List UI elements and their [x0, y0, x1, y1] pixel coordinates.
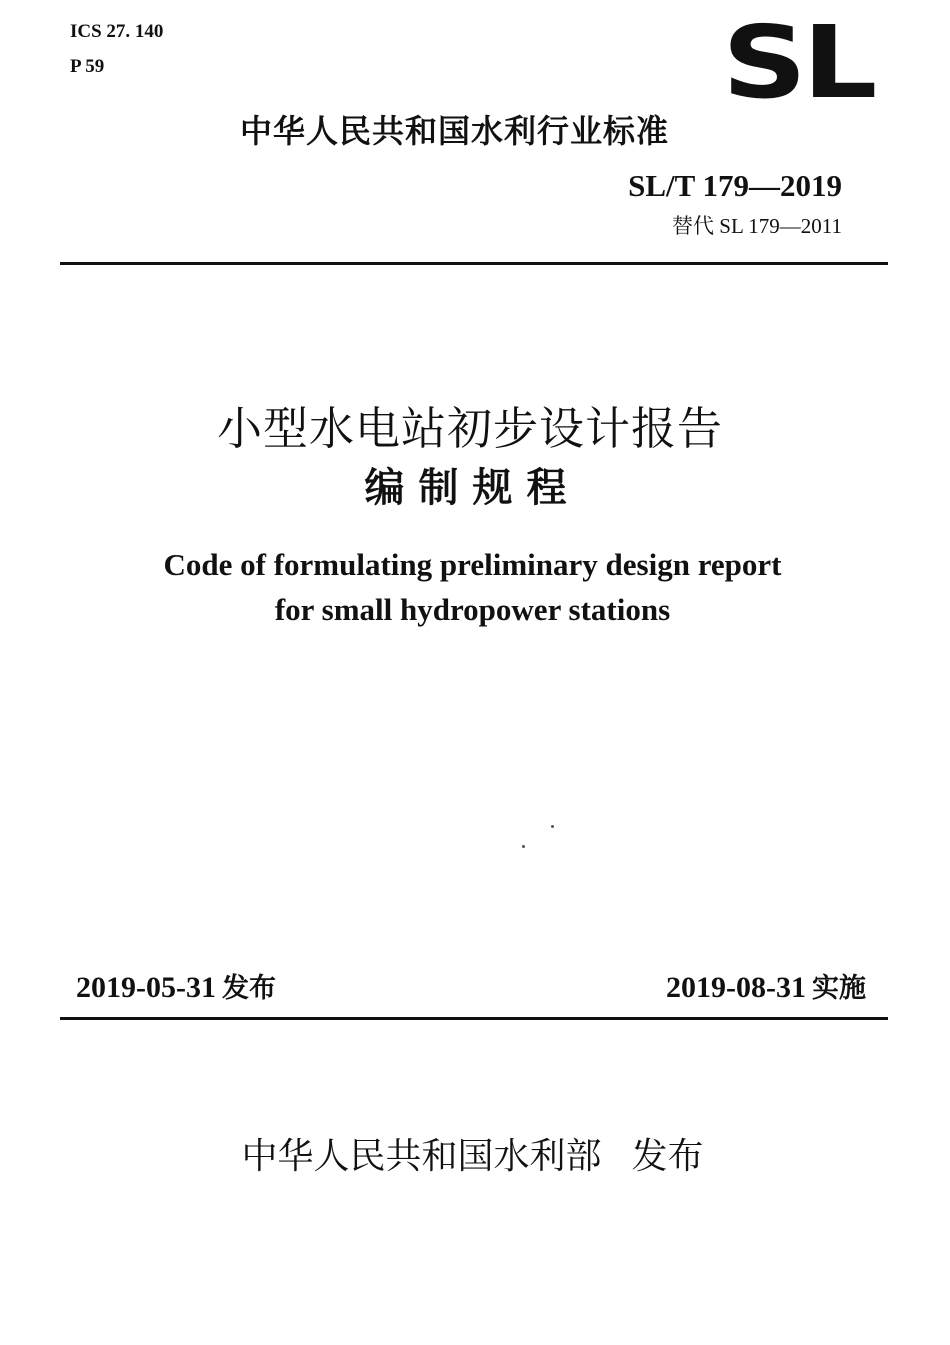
title-chinese-line1: 小型水电站初步设计报告: [216, 402, 723, 455]
implement-date-block: [666, 966, 866, 1005]
publisher-line: [0, 1128, 945, 1179]
p-classification: P 59: [70, 56, 105, 77]
standard-number: SL/T 179—2019: [628, 168, 842, 203]
issue-date-block: [76, 966, 276, 1005]
implement-label: 实施: [812, 973, 866, 1004]
title-english-line1: Code of formulating preliminary design report: [163, 547, 782, 582]
ics-code: ICS 27. 140: [70, 21, 164, 42]
top-divider: [60, 262, 888, 265]
title-english-line2: for small hydropower stations: [274, 592, 671, 627]
publisher-action: 发布: [631, 1136, 704, 1177]
title-chinese-line2: 编制规程: [364, 465, 581, 511]
replaces-standard: 替代 SL 179—2011: [672, 214, 842, 238]
publisher-name: 中华人民共和国水利部: [241, 1136, 602, 1177]
scan-speck: [551, 825, 554, 828]
implement-date: 2019-08-31: [666, 971, 806, 1004]
sl-logo: SL: [722, 4, 873, 121]
bottom-divider: [60, 1017, 888, 1020]
issue-label: 发布: [221, 973, 276, 1004]
issue-date: 2019-05-31: [76, 971, 216, 1004]
scan-speck: [522, 845, 525, 848]
standard-category: 中华人民共和国水利行业标准: [240, 112, 670, 150]
